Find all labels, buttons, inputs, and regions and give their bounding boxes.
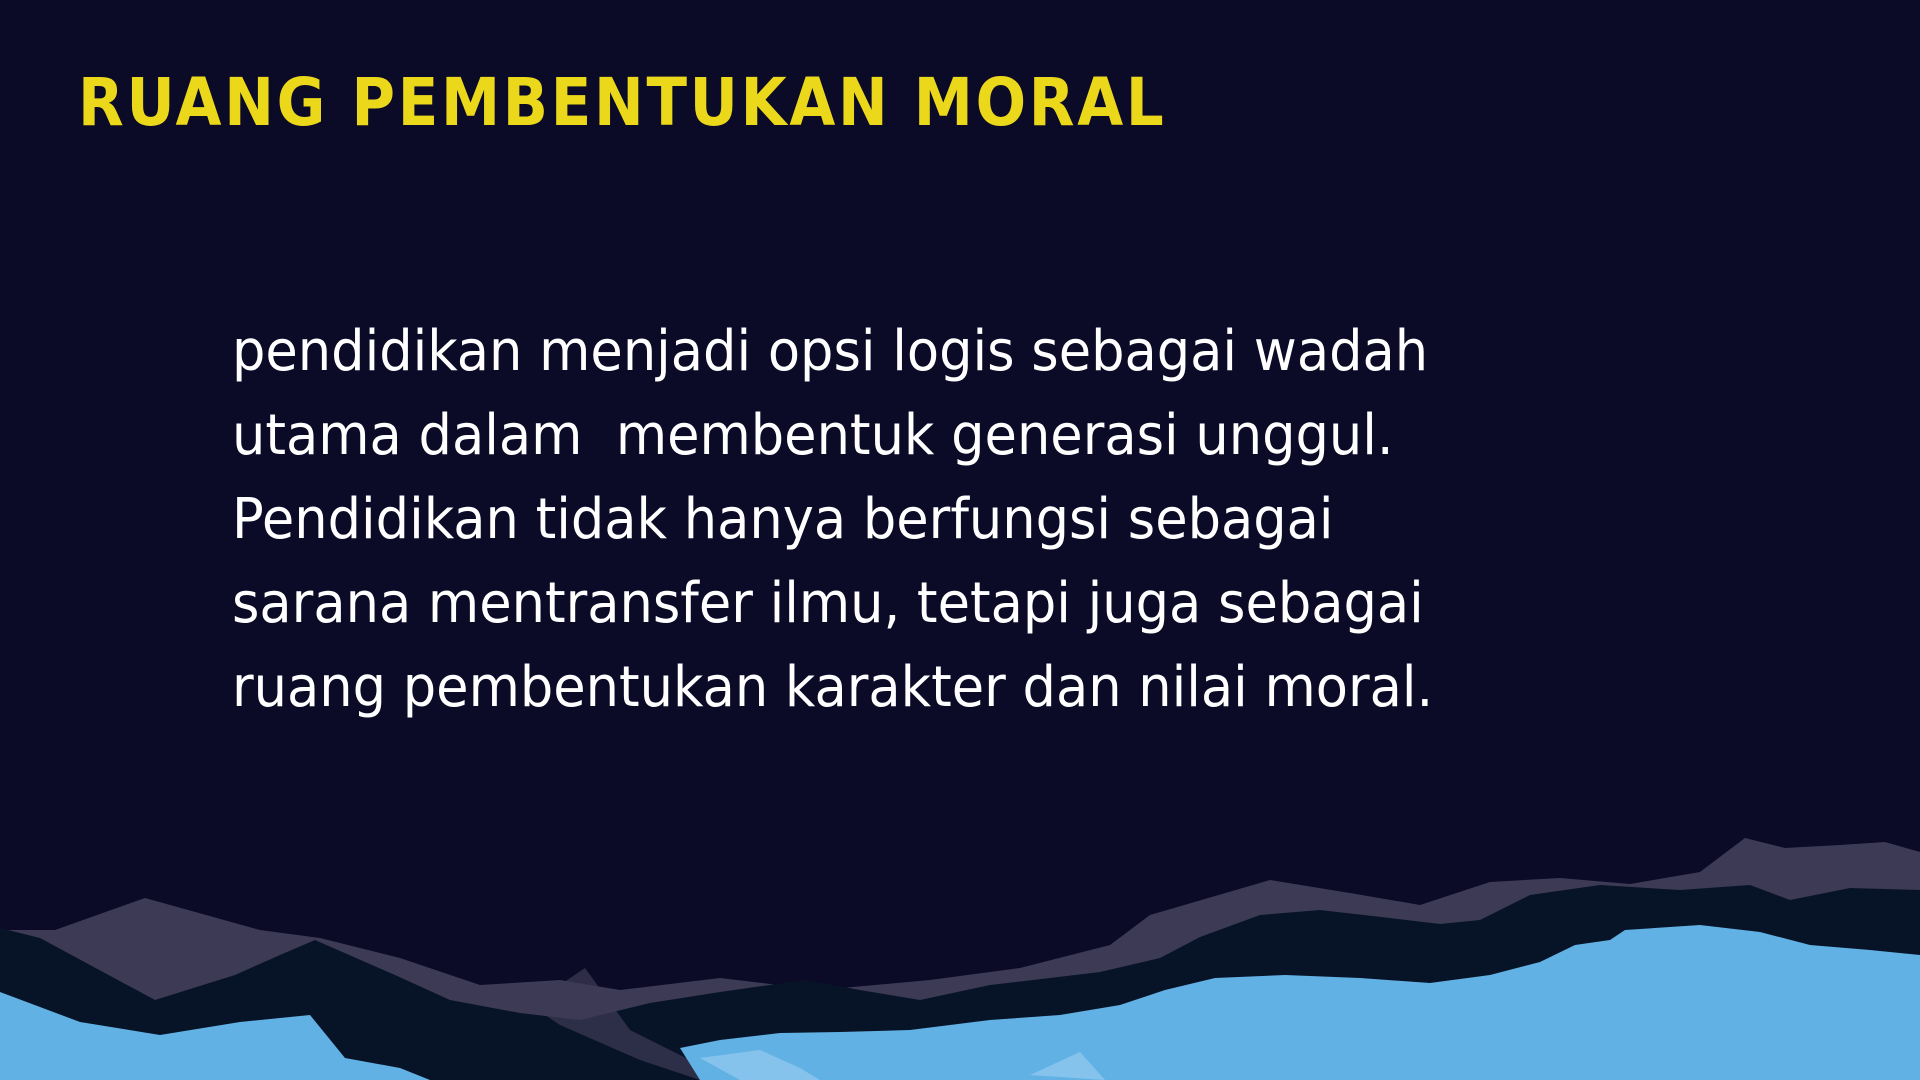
mountain-landscape-decoration [0, 820, 1920, 1080]
body-line: utama dalam membentuk generasi unggul. [232, 403, 1394, 468]
body-line: pendidikan menjadi opsi logis sebagai wadah [232, 319, 1429, 384]
body-line: ruang pembentukan karakter dan nilai moral. [232, 655, 1434, 720]
body-line: Pendidikan tidak hanya berfungsi sebagai [232, 487, 1334, 552]
slide-body [232, 310, 1682, 730]
slide-title: RUANG PEMBENTUKAN MORAL [78, 64, 1167, 141]
body-line: sarana mentransfer ilmu, tetapi juga sebagai [232, 571, 1424, 636]
